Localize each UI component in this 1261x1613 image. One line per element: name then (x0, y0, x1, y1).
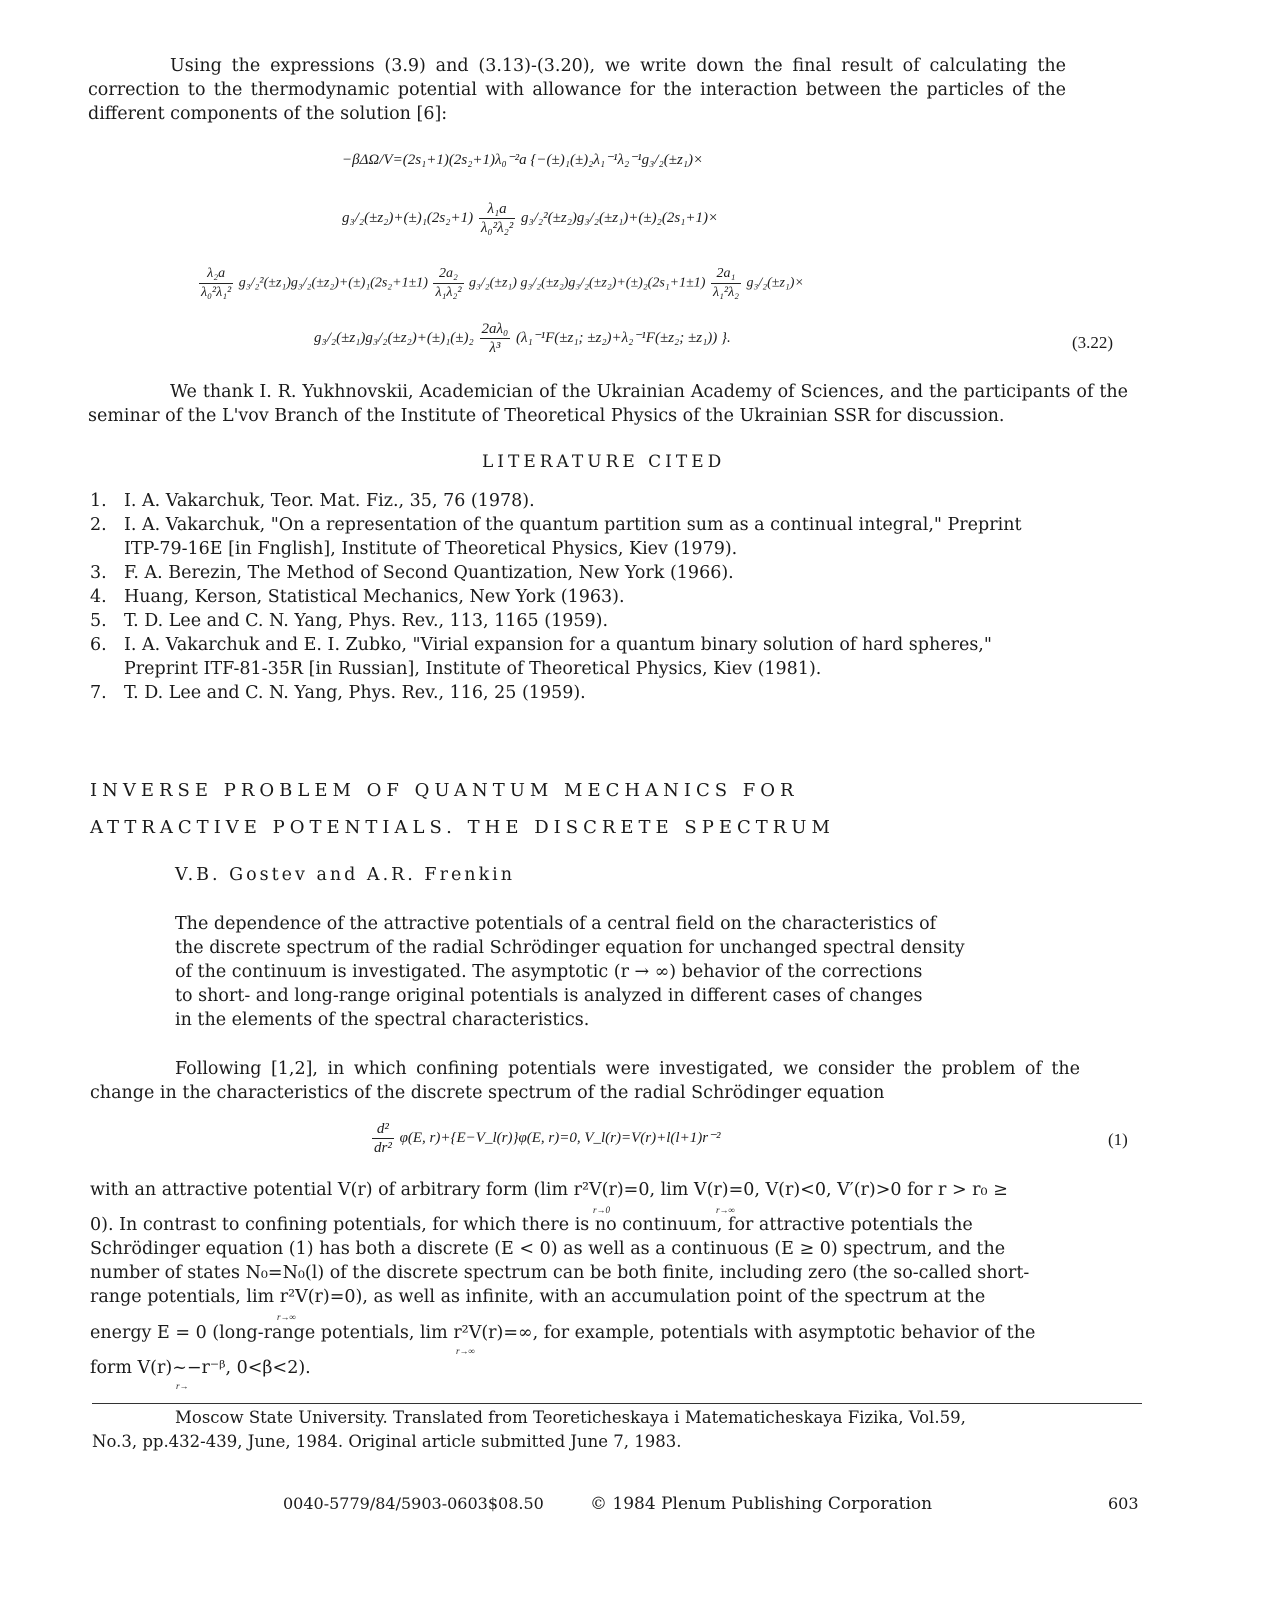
footnote-line-2: No.3, pp.432-439, June, 1984. Original article submitted June 7, 1983. (92, 1432, 682, 1451)
equation-3-22-line-2 (342, 200, 718, 237)
fraction-denominator: λ₁λ₂² (435, 285, 462, 300)
equation-number-1: (1) (1108, 1130, 1128, 1149)
fraction-numerator: d² (372, 1120, 394, 1139)
reference-item (90, 585, 1130, 609)
body-line: form V(r)~−r⁻ᵝ, 0<β<2). (90, 1358, 311, 1378)
reference-item (90, 561, 1130, 585)
eq-text: g₃/₂(±z₂)+(±)₁(2s₂+1) (342, 209, 474, 226)
eq-text: g₃/₂(±z₁)× (746, 275, 804, 291)
fraction-denominator: λ₁²λ₂ (712, 285, 740, 300)
eq-text: g₃/₂²(±z₁)g₃/₂(±z₂)+(±)₁(2s₂+1±1) (238, 275, 428, 291)
abstract-line: of the continuum is investigated. The asymptotic (r → ∞) behavior of the corrections (175, 962, 923, 982)
fraction-denominator: λ₀²λ₂² (480, 220, 514, 236)
abstract-line: The dependence of the attractive potentials of a central field on the characteristics of (175, 914, 937, 934)
eq-text: g₃/₂²(±z₂)g₃/₂(±z₁)+(±)₂(2s₁+1)× (521, 209, 719, 226)
page-number: 603 (1108, 1494, 1139, 1513)
reference-number: 3. (90, 563, 107, 583)
article-title-line-2: ATTRACTIVE POTENTIALS. THE DISCRETE SPECTRUM (90, 817, 835, 838)
reference-text: I. A. Vakarchuk, "On a representation of the quantum partition sum as a continual integral," Preprint (124, 515, 1022, 535)
reference-item (90, 681, 1130, 705)
body-paragraph-1: Following [1,2], in which confining potentials were investigated, we consider the problem of the change in the characteristics of the discrete spectrum of the radial Schrödinger equation (90, 1059, 1080, 1103)
eq-fraction (199, 265, 233, 302)
eq-text: φ(E, r)+{E−V_l(r)}φ(E, r)=0, V_l(r)=V(r)+l(l+1)r⁻² (399, 1129, 721, 1146)
limit-subscript: r→0 (593, 1205, 611, 1215)
reference-text: F. A. Berezin, The Method of Second Quantization, New York (1966). (124, 563, 734, 583)
reference-number: 4. (90, 587, 107, 607)
limit-subscript: r→∞ (456, 1346, 475, 1356)
literature-heading: LITERATURE CITED (482, 452, 726, 472)
abstract-line: the discrete spectrum of the radial Schrödinger equation for unchanged spectral density (175, 938, 965, 958)
acknowledgment-paragraph: We thank I. R. Yukhnovskii, Academician of the Ukrainian Academy of Sciences, and the participants of the seminar of the L'vov Branch of the Institute of Theoretical Physics of the Ukrainian SSR for discussion. (88, 382, 1128, 426)
limit-subscript: r→ (176, 1381, 189, 1391)
footnote-line-1: Moscow State University. Translated from Teoreticheskaya i Matematicheskaya Fizika, Vol.59, (175, 1408, 966, 1427)
reference-number: 7. (90, 683, 107, 703)
body-line: range potentials, lim r²V(r)=0), as well as infinite, with an accumulation point of the spectrum at the (90, 1287, 986, 1307)
eq-fraction (372, 1120, 394, 1157)
fraction-numerator: 2a₂ (433, 265, 463, 284)
eq-fraction (711, 265, 741, 302)
limit-subscript: r→∞ (277, 1312, 296, 1322)
abstract-line: to short- and long-range original potentials is analyzed in different cases of changes (175, 986, 923, 1006)
eq-fraction (479, 200, 515, 237)
equation-3-22-line-3 (197, 265, 804, 302)
reference-number: 2. (90, 515, 107, 535)
reference-item (90, 609, 1130, 633)
eq-text: g₃/₂(±z₁) g₃/₂(±z₂)g₃/₂(±z₂)+(±)₂(2s₁+1±1) (469, 275, 706, 291)
equation-1 (370, 1120, 720, 1157)
reference-number: 5. (90, 611, 107, 631)
reference-text: T. D. Lee and C. N. Yang, Phys. Rev., 113, 1165 (1959). (124, 611, 609, 631)
eq-text: g₃/₂(±z₁)g₃/₂(±z₂)+(±)₁(±)₂ (314, 329, 474, 346)
reference-item (90, 513, 1130, 561)
footer-copyright: © 1984 Plenum Publishing Corporation (590, 1494, 933, 1514)
eq-fraction (433, 265, 463, 302)
fraction-numerator: λ₂a (199, 265, 233, 284)
body-line: Schrödinger equation (1) has both a discrete (E < 0) as well as a continuous (E ≥ 0) spectrum, and the (90, 1239, 1006, 1259)
intro-paragraph: Using the expressions (3.9) and (3.13)-(3.20), we write down the final result of calculating the correction to the thermodynamic potential with allowance for the interaction between the particles of the different components of the solution [6]: (88, 56, 1066, 124)
limit-subscript: r→∞ (716, 1205, 735, 1215)
reference-text: T. D. Lee and C. N. Yang, Phys. Rev., 116, 25 (1959). (124, 683, 586, 703)
equation-3-22-line-1: −βΔΩ/V=(2s₁+1)(2s₂+1)λ₀⁻²a {−(±)₁(±)₂λ₁⁻¹λ₂⁻¹g₃/₂(±z₁)× (342, 152, 704, 168)
article-authors: V.B. Gostev and A.R. Frenkin (175, 865, 516, 885)
reference-item (90, 489, 1130, 513)
reference-item (90, 633, 1130, 681)
body-line: 0). In contrast to confining potentials, for which there is no continuum, for attractive potentials the (90, 1215, 973, 1235)
reference-text: Preprint ITF-81-35R [in Russian], Institute of Theoretical Physics, Kiev (1981). (124, 659, 822, 679)
body-line: with an attractive potential V(r) of arbitrary form (lim r²V(r)=0, lim V(r)=0, V(r)<0, V′(r)>0 for r > r₀ ≥ (90, 1180, 1008, 1200)
footer-code: 0040-5779/84/5903-0603$08.50 (283, 1494, 544, 1513)
abstract-line: in the elements of the spectral characteristics. (175, 1010, 590, 1030)
reference-number: 6. (90, 635, 107, 655)
reference-text: I. A. Vakarchuk, Teor. Mat. Fiz., 35, 76 (1978). (124, 491, 535, 511)
equation-number-3-22: (3.22) (1072, 333, 1114, 352)
fraction-numerator: λ₁a (479, 200, 515, 219)
eq-fraction (480, 320, 511, 357)
footnote-rule (92, 1403, 1142, 1404)
reference-text: ITP-79-16E [in Fnglish], Institute of Theoretical Physics, Kiev (1979). (124, 539, 738, 559)
fraction-denominator: dr² (374, 1140, 392, 1156)
fraction-denominator: λ₀²λ₁² (201, 285, 232, 300)
eq-text: (λ₁⁻¹F(±z₁; ±z₂)+λ₂⁻¹F(±z₂; ±z₁)) }. (515, 329, 731, 346)
equation-3-22-line-4 (314, 320, 731, 357)
fraction-numerator: 2a₁ (711, 265, 741, 284)
abstract (175, 912, 1005, 1032)
body-line: energy E = 0 (long-range potentials, lim r²V(r)=∞, for example, potentials with asymptotic behavior of the (90, 1323, 1036, 1343)
fraction-denominator: λ³ (489, 340, 501, 356)
body-line: number of states N₀=N₀(l) of the discrete spectrum can be both finite, including zero (the so-called short- (90, 1263, 1030, 1283)
reference-number: 1. (90, 491, 107, 511)
article-title-line-1: INVERSE PROBLEM OF QUANTUM MECHANICS FOR (90, 780, 799, 801)
fraction-numerator: 2aλ₀ (481, 321, 509, 337)
reference-text: I. A. Vakarchuk and E. I. Zubko, "Virial expansion for a quantum binary solution of hard spheres," (124, 635, 992, 655)
reference-text: Huang, Kerson, Statistical Mechanics, New York (1963). (124, 587, 625, 607)
